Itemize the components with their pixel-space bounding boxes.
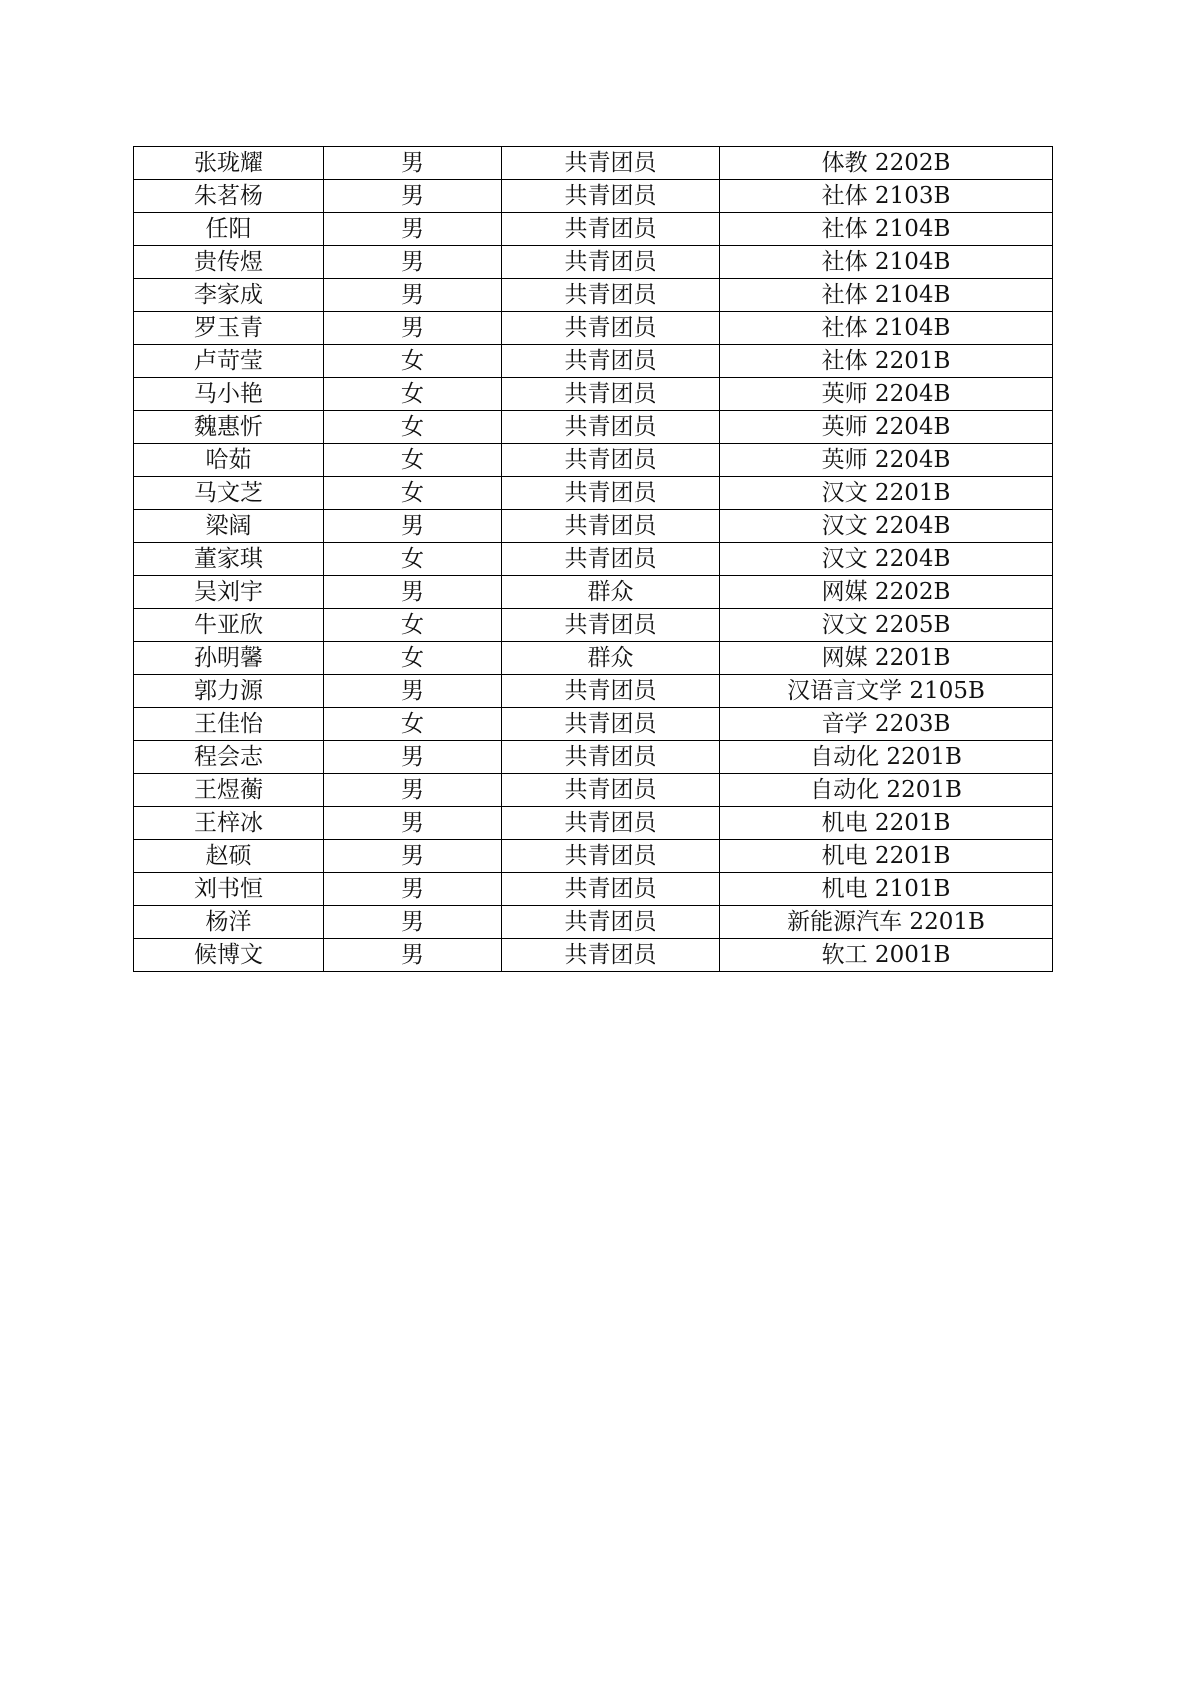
gender-cell: 女 bbox=[324, 543, 502, 576]
gender-cell: 男 bbox=[324, 213, 502, 246]
table-row bbox=[134, 444, 1053, 477]
roster-table bbox=[133, 146, 1053, 972]
political-status-cell: 共青团员 bbox=[502, 609, 720, 642]
class-cell: 汉文 2204B bbox=[720, 510, 1053, 543]
table-row bbox=[134, 807, 1053, 840]
gender-cell: 女 bbox=[324, 411, 502, 444]
class-cell: 机电 2101B bbox=[720, 873, 1053, 906]
gender-cell: 男 bbox=[324, 675, 502, 708]
name-cell: 李家成 bbox=[134, 279, 324, 312]
roster-table-body bbox=[134, 147, 1053, 972]
political-status-cell: 共青团员 bbox=[502, 675, 720, 708]
political-status-cell: 共青团员 bbox=[502, 906, 720, 939]
gender-cell: 男 bbox=[324, 147, 502, 180]
class-cell: 机电 2201B bbox=[720, 840, 1053, 873]
class-cell: 汉文 2204B bbox=[720, 543, 1053, 576]
class-cell: 社体 2104B bbox=[720, 279, 1053, 312]
political-status-cell: 共青团员 bbox=[502, 279, 720, 312]
class-cell: 社体 2104B bbox=[720, 213, 1053, 246]
political-status-cell: 共青团员 bbox=[502, 345, 720, 378]
political-status-cell: 共青团员 bbox=[502, 840, 720, 873]
political-status-cell: 群众 bbox=[502, 642, 720, 675]
table-row bbox=[134, 312, 1053, 345]
gender-cell: 男 bbox=[324, 840, 502, 873]
political-status-cell: 共青团员 bbox=[502, 873, 720, 906]
name-cell: 卢苛莹 bbox=[134, 345, 324, 378]
name-cell: 刘书恒 bbox=[134, 873, 324, 906]
name-cell: 候博文 bbox=[134, 939, 324, 972]
table-row bbox=[134, 510, 1053, 543]
gender-cell: 女 bbox=[324, 444, 502, 477]
political-status-cell: 共青团员 bbox=[502, 510, 720, 543]
table-row bbox=[134, 708, 1053, 741]
name-cell: 梁阔 bbox=[134, 510, 324, 543]
political-status-cell: 共青团员 bbox=[502, 741, 720, 774]
table-row bbox=[134, 939, 1053, 972]
table-row bbox=[134, 840, 1053, 873]
gender-cell: 男 bbox=[324, 246, 502, 279]
gender-cell: 女 bbox=[324, 708, 502, 741]
name-cell: 牛亚欣 bbox=[134, 609, 324, 642]
class-cell: 汉文 2201B bbox=[720, 477, 1053, 510]
political-status-cell: 共青团员 bbox=[502, 411, 720, 444]
class-cell: 汉语言文学 2105B bbox=[720, 675, 1053, 708]
political-status-cell: 共青团员 bbox=[502, 444, 720, 477]
name-cell: 孙明馨 bbox=[134, 642, 324, 675]
political-status-cell: 共青团员 bbox=[502, 246, 720, 279]
political-status-cell: 群众 bbox=[502, 576, 720, 609]
class-cell: 社体 2103B bbox=[720, 180, 1053, 213]
table-row bbox=[134, 477, 1053, 510]
table-row bbox=[134, 642, 1053, 675]
class-cell: 社体 2201B bbox=[720, 345, 1053, 378]
table-row bbox=[134, 378, 1053, 411]
class-cell: 软工 2001B bbox=[720, 939, 1053, 972]
gender-cell: 男 bbox=[324, 510, 502, 543]
table-row bbox=[134, 180, 1053, 213]
class-cell: 自动化 2201B bbox=[720, 741, 1053, 774]
political-status-cell: 共青团员 bbox=[502, 807, 720, 840]
gender-cell: 男 bbox=[324, 741, 502, 774]
political-status-cell: 共青团员 bbox=[502, 708, 720, 741]
table-row bbox=[134, 411, 1053, 444]
class-cell: 汉文 2205B bbox=[720, 609, 1053, 642]
table-row bbox=[134, 774, 1053, 807]
table-row bbox=[134, 741, 1053, 774]
class-cell: 机电 2201B bbox=[720, 807, 1053, 840]
gender-cell: 男 bbox=[324, 939, 502, 972]
class-cell: 网媒 2201B bbox=[720, 642, 1053, 675]
gender-cell: 女 bbox=[324, 378, 502, 411]
class-cell: 音学 2203B bbox=[720, 708, 1053, 741]
name-cell: 任阳 bbox=[134, 213, 324, 246]
class-cell: 社体 2104B bbox=[720, 312, 1053, 345]
class-cell: 网媒 2202B bbox=[720, 576, 1053, 609]
gender-cell: 男 bbox=[324, 774, 502, 807]
gender-cell: 女 bbox=[324, 642, 502, 675]
table-row bbox=[134, 543, 1053, 576]
name-cell: 张珑耀 bbox=[134, 147, 324, 180]
gender-cell: 男 bbox=[324, 279, 502, 312]
table-row bbox=[134, 609, 1053, 642]
name-cell: 赵硕 bbox=[134, 840, 324, 873]
table-row bbox=[134, 576, 1053, 609]
table-row bbox=[134, 246, 1053, 279]
gender-cell: 男 bbox=[324, 180, 502, 213]
class-cell: 自动化 2201B bbox=[720, 774, 1053, 807]
political-status-cell: 共青团员 bbox=[502, 378, 720, 411]
gender-cell: 女 bbox=[324, 609, 502, 642]
political-status-cell: 共青团员 bbox=[502, 147, 720, 180]
name-cell: 王佳怡 bbox=[134, 708, 324, 741]
gender-cell: 女 bbox=[324, 345, 502, 378]
table-row bbox=[134, 873, 1053, 906]
gender-cell: 男 bbox=[324, 312, 502, 345]
political-status-cell: 共青团员 bbox=[502, 180, 720, 213]
table-row bbox=[134, 906, 1053, 939]
name-cell: 杨洋 bbox=[134, 906, 324, 939]
table-row bbox=[134, 675, 1053, 708]
class-cell: 新能源汽车 2201B bbox=[720, 906, 1053, 939]
political-status-cell: 共青团员 bbox=[502, 312, 720, 345]
political-status-cell: 共青团员 bbox=[502, 939, 720, 972]
name-cell: 马小艳 bbox=[134, 378, 324, 411]
class-cell: 体教 2202B bbox=[720, 147, 1053, 180]
political-status-cell: 共青团员 bbox=[502, 477, 720, 510]
name-cell: 魏惠忻 bbox=[134, 411, 324, 444]
name-cell: 哈茹 bbox=[134, 444, 324, 477]
name-cell: 吴刘宇 bbox=[134, 576, 324, 609]
political-status-cell: 共青团员 bbox=[502, 774, 720, 807]
political-status-cell: 共青团员 bbox=[502, 543, 720, 576]
class-cell: 社体 2104B bbox=[720, 246, 1053, 279]
gender-cell: 男 bbox=[324, 873, 502, 906]
gender-cell: 男 bbox=[324, 906, 502, 939]
name-cell: 马文芝 bbox=[134, 477, 324, 510]
table-row bbox=[134, 279, 1053, 312]
political-status-cell: 共青团员 bbox=[502, 213, 720, 246]
gender-cell: 男 bbox=[324, 807, 502, 840]
name-cell: 王梓冰 bbox=[134, 807, 324, 840]
class-cell: 英师 2204B bbox=[720, 444, 1053, 477]
table-row bbox=[134, 147, 1053, 180]
name-cell: 郭力源 bbox=[134, 675, 324, 708]
name-cell: 罗玉青 bbox=[134, 312, 324, 345]
gender-cell: 女 bbox=[324, 477, 502, 510]
class-cell: 英师 2204B bbox=[720, 411, 1053, 444]
name-cell: 朱茗杨 bbox=[134, 180, 324, 213]
name-cell: 程会志 bbox=[134, 741, 324, 774]
class-cell: 英师 2204B bbox=[720, 378, 1053, 411]
name-cell: 董家琪 bbox=[134, 543, 324, 576]
name-cell: 贵传煜 bbox=[134, 246, 324, 279]
name-cell: 王煜蘅 bbox=[134, 774, 324, 807]
gender-cell: 男 bbox=[324, 576, 502, 609]
table-row bbox=[134, 213, 1053, 246]
table-row bbox=[134, 345, 1053, 378]
